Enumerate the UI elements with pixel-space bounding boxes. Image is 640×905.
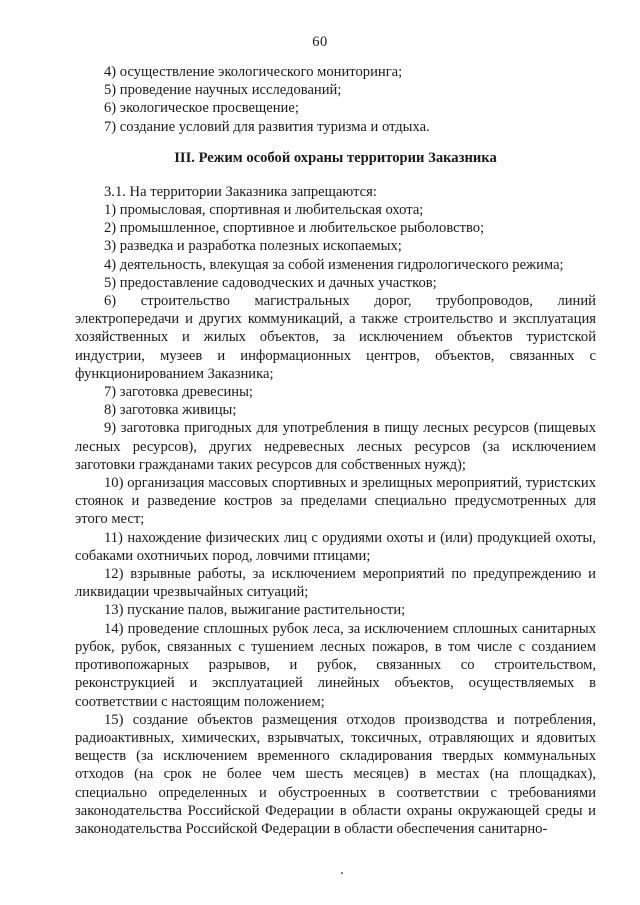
list-item: 14) проведение сплошных рубок леса, за исключением сплошных санитарных рубок, рубок, связанных с тушением лесных пожаров, в том числе с созданием противопожарных разрывов, и рубок, связанных со строительством, реконструкцией и эксплуатацией линейных объектов, осуществляемых в соответствии с настоящим положением;: [75, 620, 596, 710]
list-item: 1) промысловая, спортивная и любительская охота;: [104, 202, 424, 219]
list-item: 9) заготовка пригодных для употребления в пищу лесных ресурсов (пищевых лесных ресурсов), других недревесных лесных ресурсов (за исключением заготовки гражданами таких ресурсов для собственных нужд);: [75, 420, 596, 473]
section-heading: III. Режим особой охраны территории Заказника: [174, 149, 497, 166]
list-item: 6) экологическое просвещение;: [104, 100, 299, 117]
list-item: 2) промышленное, спортивное и любительское рыболовство;: [104, 220, 485, 237]
list-item: 7) создание условий для развития туризма и отдыха.: [104, 118, 430, 135]
list-item: 8) заготовка живицы;: [104, 402, 237, 419]
scan-speck: [341, 872, 343, 874]
section-lead: 3.1. На территории Заказника запрещаются:: [104, 183, 377, 200]
list-item: 5) предоставление садоводческих и дачных участков;: [104, 274, 437, 291]
document-body: [75, 63, 596, 838]
list-item: 4) осуществление экологического мониторинга;: [104, 64, 403, 80]
list-item: 4) деятельность, влекущая за собой изменения гидрологического режима;: [104, 256, 564, 273]
list-item: 10) организация массовых спортивных и зрелищных мероприятий, туристских стоянок и разведение костров за пределами специально предусмотренных для этого мест;: [75, 475, 596, 528]
page-number: 60: [312, 34, 328, 50]
list-item: 13) пускание палов, выжигание растительности;: [104, 602, 406, 619]
list-item: 6) строительство магистральных дорог, трубопроводов, линий электропередачи и других коммуникаций, а также строительство и эксплуатация хозяйственных и жилых объектов, за исключением объектов туристской индустрии, музеев и информационных центров, объектов, связанных с функционированием Заказника;: [75, 293, 596, 382]
list-item: 3) разведка и разработка полезных ископаемых;: [104, 238, 402, 255]
list-item: 5) проведение научных исследований;: [104, 82, 342, 99]
list-item: 11) нахождение физических лиц с орудиями охоты и (или) продукцией охоты, собаками охотничьих пород, ловчими птицами;: [75, 529, 596, 564]
list-item: 7) заготовка древесины;: [104, 384, 253, 401]
list-item: 15) создание объектов размещения отходов производства и потребления, радиоактивных, химических, взрывчатых, токсичных, отравляющих и ядовитых веществ (за исключением временного складирования твердых коммунальных отходов (на срок не более чем шесть месяцев) в местах (на площадках), специально определенных и обустроенных в соответствии с требованиями законодательства Российской Федерации в области охраны окружающей среды и законодательства Российской Федерации в области обеспечения санитарно-: [75, 711, 596, 837]
list-item: 12) взрывные работы, за исключением мероприятий по предупреждению и ликвидации чрезвычайных ситуаций;: [75, 566, 596, 601]
